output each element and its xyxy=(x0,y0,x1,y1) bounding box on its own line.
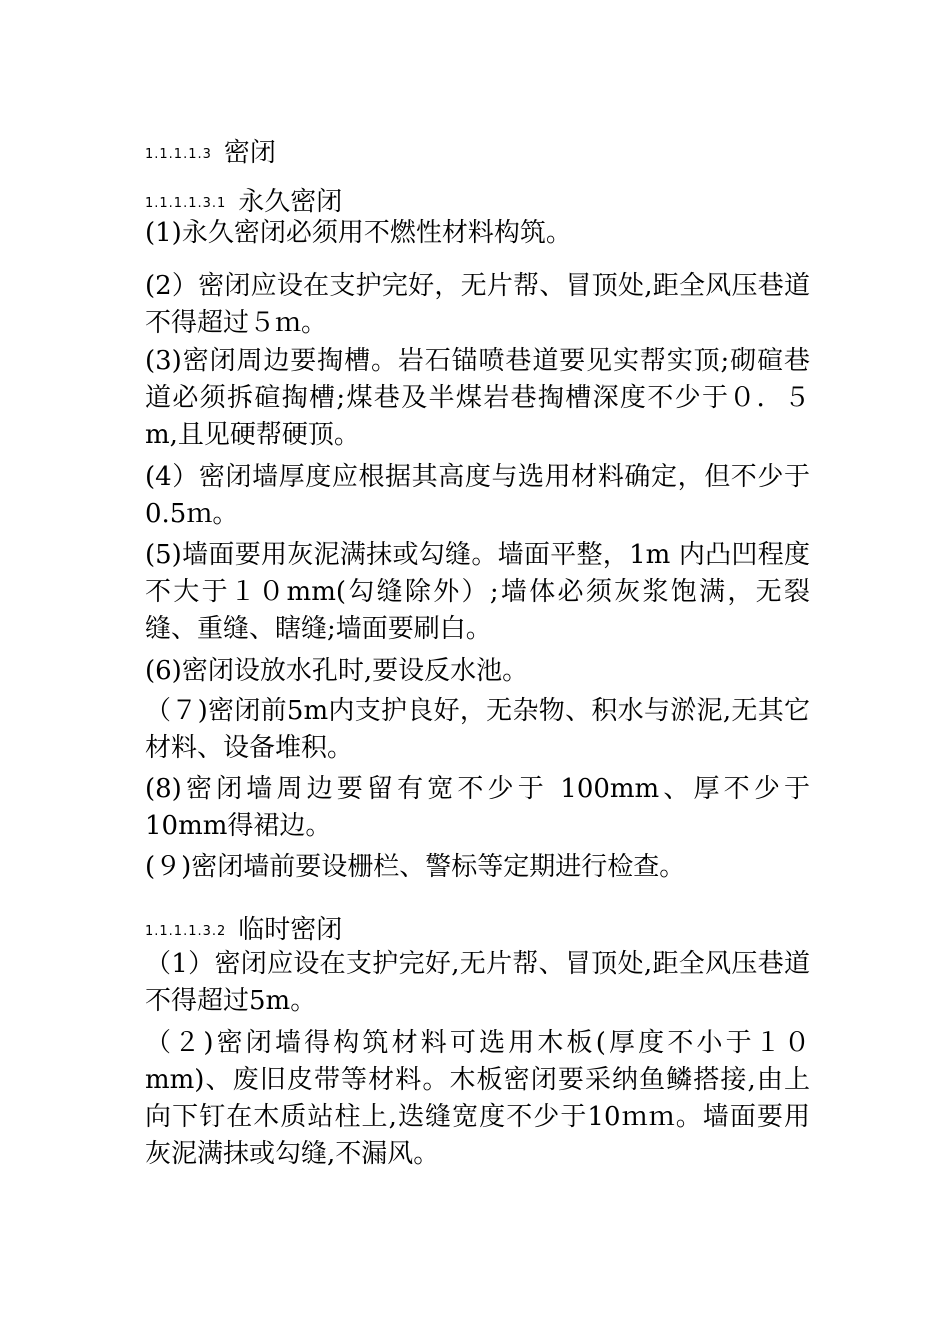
paragraph-item-5: (5)墙面要用灰泥满抹或勾缝。墙面平整，1m 内凸凹程度不大于１０mm(勾缝除外）;墙体必须灰浆饱满，无裂缝、重缝、瞎缝;墙面要刷白。 xyxy=(145,540,810,644)
paragraph-item-1: (1)永久密闭必须用不燃性材料构筑。 xyxy=(145,218,572,248)
section-number: 1.1.1.1.3 xyxy=(145,147,212,162)
subsection-title: 永久密闭 xyxy=(238,187,343,217)
paragraph-item-4: (4）密闭墙厚度应根据其高度与选用材料确定，但不少于0.5ｍ。 xyxy=(145,462,810,529)
paragraph-item-2: (2）密闭应设在支护完好，无片帮、冒顶处,距全风压巷道不得超过５ｍ。 xyxy=(145,271,810,338)
paragraph-temp-item-2: （２)密闭墙得构筑材料可选用木板(厚度不小于１０mm)、废旧皮带等材料。木板密闭要采纳鱼鳞搭接,由上向下钉在木质站柱上,迭缝宽度不少于10ｍｍ。墙面要用灰泥满抹或勾缝,不漏风。 xyxy=(145,1028,810,1169)
subsection-number: 1.1.1.1.3.1 xyxy=(145,196,227,211)
subsection-heading-temporary xyxy=(145,909,342,946)
paragraph-item-8: (8)密闭墙周边要留有宽不少于 100mm、厚不少于10mm得裙边。 xyxy=(145,774,810,841)
paragraph-item-6: (6)密闭设放水孔时,要设反水池。 xyxy=(145,656,529,686)
subsection-title: 临时密闭 xyxy=(238,915,343,945)
section-title: 密闭 xyxy=(223,138,276,168)
paragraph-item-3: (3)密闭周边要掏槽。岩石锚喷巷道要见实帮实顶;砌碹巷道必须拆碹掏槽;煤巷及半煤岩巷掏槽深度不少于０．５m,且见硬帮硬顶。 xyxy=(145,346,810,450)
section-heading xyxy=(145,132,276,169)
paragraph-item-7: （７)密闭前5m内支护良好，无杂物、积水与淤泥,无其它材料、设备堆积。 xyxy=(145,696,810,763)
subsection-heading-permanent xyxy=(145,181,342,218)
paragraph-item-9: (９)密闭墙前要设栅栏、警标等定期进行检查。 xyxy=(145,852,686,882)
paragraph-temp-item-1: （1）密闭应设在支护完好,无片帮、冒顶处,距全风压巷道不得超过5m。 xyxy=(145,949,810,1016)
subsection-number: 1.1.1.1.3.2 xyxy=(145,924,227,939)
document-page xyxy=(145,0,810,1344)
